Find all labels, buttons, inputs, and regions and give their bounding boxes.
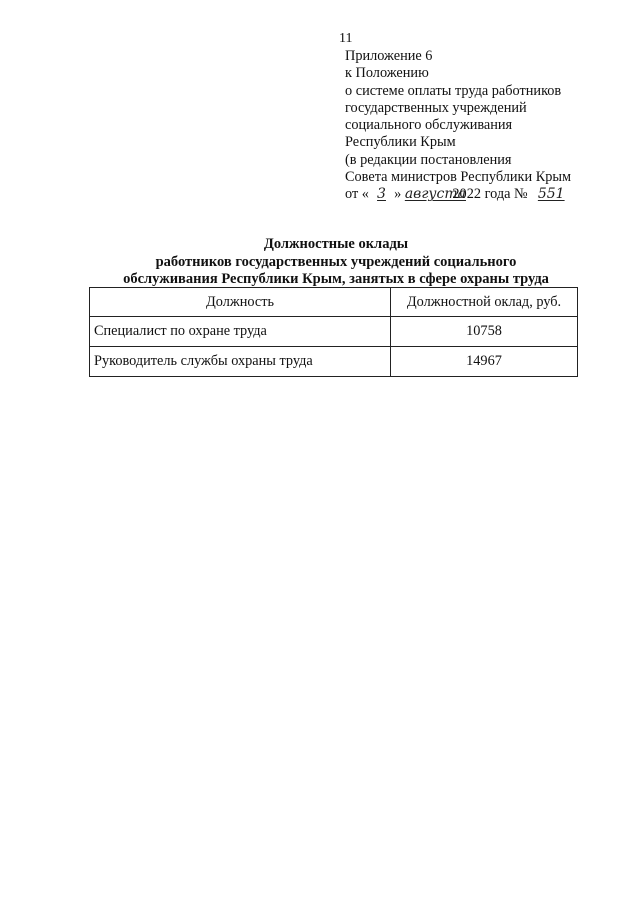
title-line-1: Должностные оклады [263, 236, 409, 252]
appendix-line: государственных учреждений [345, 99, 527, 116]
table-row [90, 317, 578, 347]
table-header-row [90, 288, 578, 317]
appendix-line: Приложение 6 [345, 48, 433, 64]
column-header-salary: Должностной оклад, руб. [391, 288, 578, 317]
title-line-3: обслуживания Республики Крым, занятых в сфере охраны труда [123, 271, 549, 287]
appendix-line: Совета министров Республики Крым [345, 169, 572, 186]
date-mid: » [394, 186, 402, 203]
title-line-2: работников государственных учреждений социального [155, 253, 517, 270]
decree-date-line [345, 186, 571, 203]
salary-cell: 14967 [391, 347, 578, 377]
salary-cell: 10758 [391, 317, 578, 347]
column-header-position: Должность [90, 288, 391, 317]
appendix-header [345, 48, 571, 204]
handwritten-month: августа [404, 186, 466, 203]
handwritten-day: 3 [377, 186, 386, 203]
document-title [90, 236, 582, 289]
date-year: 2022 года № [452, 186, 528, 203]
appendix-line: (в редакции постановления [345, 151, 512, 168]
page-number: 11 [339, 31, 353, 46]
appendix-line: Республики Крым [345, 134, 456, 151]
handwritten-decree-number: 551 [537, 186, 565, 203]
appendix-line: о системе оплаты труда работников [345, 82, 562, 99]
date-prefix: от « [345, 186, 369, 203]
position-cell: Руководитель службы охраны труда [90, 347, 391, 377]
position-cell: Специалист по охране труда [90, 317, 391, 347]
appendix-line: к Положению [345, 65, 429, 82]
salary-table [89, 287, 578, 377]
appendix-line: социального обслуживания [345, 117, 513, 134]
table-row [90, 347, 578, 377]
